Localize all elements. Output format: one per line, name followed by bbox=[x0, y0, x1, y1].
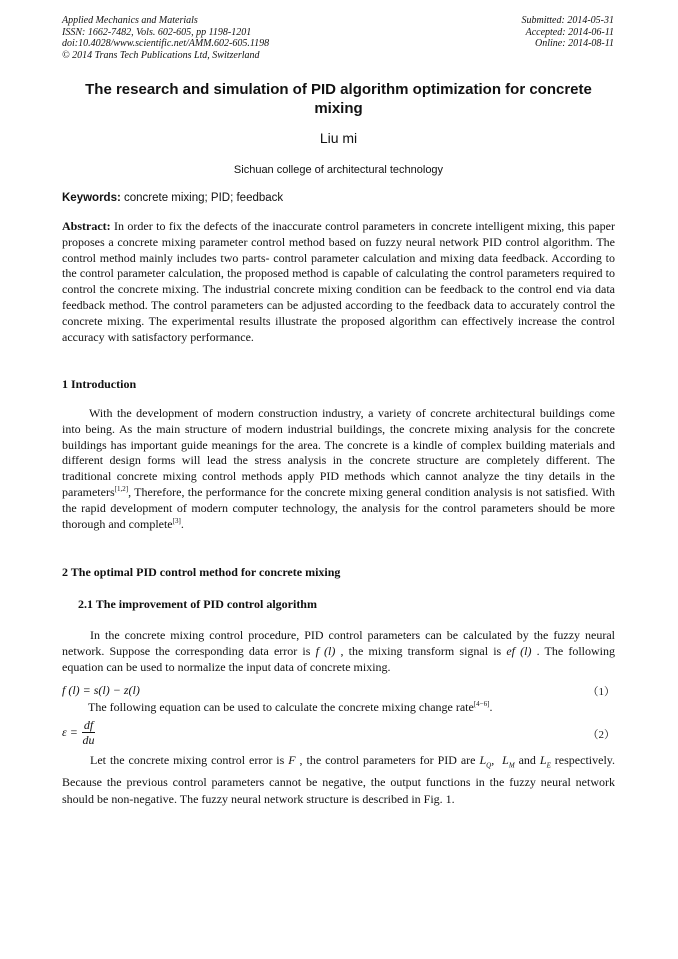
var-L-Q-base: L bbox=[479, 753, 487, 767]
p3-text-c: respectively. Because the previous control parameters cannot be negative, the output functions in the fuzzy neural network should be non-negative. The fuzzy neural network structure is described in Fig. 1. bbox=[62, 753, 616, 807]
submitted-date: Submitted: 2014-05-31 bbox=[521, 15, 614, 26]
paragraph-pid-intro bbox=[62, 628, 615, 675]
citation-1-2: [1,2] bbox=[114, 484, 129, 493]
equation-2 bbox=[62, 718, 615, 750]
paper-title: The research and simulation of PID algorithm optimization for concrete mixing bbox=[85, 81, 592, 117]
p1-text-a: In the concrete mixing control procedure, PID control parameters can be calculated by the fuzzy neural network. Suppose the corresponding data error is bbox=[62, 628, 615, 658]
citation-4-6: [4−6] bbox=[473, 700, 490, 708]
section-heading-introduction: 1 Introduction bbox=[62, 377, 137, 391]
keywords-text: concrete mixing; PID; feedback bbox=[120, 192, 284, 204]
section-heading-2: 2 The optimal PID control method for concrete mixing bbox=[62, 565, 341, 579]
equation-2-number: （2） bbox=[587, 729, 615, 741]
equation-1-body: f (l) = s(l) − z(l) bbox=[62, 683, 140, 697]
p3-text-b: , the control parameters for PID are bbox=[295, 753, 480, 767]
p2-text-a: The following equation can be used to calculate the concrete mixing change rate bbox=[88, 700, 474, 714]
abstract-label: Abstract: bbox=[62, 219, 111, 233]
var-f-l: f (l) bbox=[315, 643, 336, 658]
var-L-Q-sub: Q bbox=[486, 761, 492, 770]
var-L-M-base: L bbox=[502, 753, 509, 767]
journal-issn: ISSN: 1662-7482, Vols. 602-605, pp 1198-1201 bbox=[62, 26, 252, 38]
keywords-line bbox=[62, 192, 615, 204]
var-L-M-sub: M bbox=[508, 761, 515, 770]
journal-copyright: © 2014 Trans Tech Publications Ltd, Switzerland bbox=[62, 49, 260, 61]
paragraph-change-rate bbox=[88, 700, 615, 716]
var-L-Q bbox=[479, 753, 492, 770]
submission-dates bbox=[522, 15, 615, 50]
var-F: F bbox=[288, 753, 296, 767]
p1-text-c: . The following equation can be used to normalize the input data of concrete mixing. bbox=[62, 643, 615, 674]
keywords-label: Keywords: bbox=[62, 192, 121, 204]
equation-1-number: （1） bbox=[587, 686, 615, 698]
equation-1 bbox=[62, 683, 615, 698]
equation-2-denominator: du bbox=[82, 733, 95, 747]
var-L-E-sub: E bbox=[546, 761, 551, 770]
author-affiliation: Sichuan college of architectural technology bbox=[233, 164, 444, 176]
citation-3: [3] bbox=[172, 516, 181, 525]
intro-text-b: , Therefore, the performance for the concrete mixing general condition analysis is not satisfied. With the rapid development of modern computer technology, the analysis for the control parameters should be more thorough and complete bbox=[62, 484, 615, 531]
var-ef-l: ef (l) bbox=[506, 643, 532, 658]
intro-text-c: . bbox=[180, 516, 184, 531]
abstract-paragraph bbox=[62, 219, 615, 345]
online-date: Online: 2014-08-11 bbox=[535, 38, 614, 49]
accepted-date: Accepted: 2014-06-11 bbox=[525, 26, 614, 38]
p3-and: and bbox=[514, 753, 540, 767]
section-heading-2-1: 2.1 The improvement of PID control algorithm bbox=[78, 597, 317, 611]
abstract-text: In order to fix the defects of the inaccurate control parameters in concrete intelligent mixing, this paper proposes a concrete mixing parameter control method based on fuzzy neural network PID control algorithm. The control method mainly includes two parts- control parameter calculation and mixing data feedback. According to the control parameter calculation, the proposed method is capable of calculating the control parameters required to control the concrete mixing. The industrial concrete mixing condition can be feedback to the control end via data feedback method. The control parameters can be adjusted according to the feedback data to accurately control the concrete mixing. The experimental results illustrate the proposed algorithm can effectively increase the control accuracy with satisfactory performance. bbox=[62, 219, 615, 344]
journal-doi[interactable]: doi:10.4028/www.scientific.net/AMM.602-605.1198 bbox=[62, 38, 270, 49]
var-L-M bbox=[502, 753, 515, 770]
journal-info bbox=[62, 15, 269, 61]
var-L-E-base: L bbox=[539, 753, 547, 767]
p2-text-b: . bbox=[489, 700, 493, 714]
paragraph-control-params: Let the concrete mixing control error is F , the control parameters for PID are $L_Q$, $L_M$ and $L_E$ respectively. Because the previous control parameters cannot be negative, the output functions in the fuzzy neural network should be non-negative. The fuzzy neural network structure is described in Fig. 1. bbox=[62, 753, 616, 807]
equation-2-fraction bbox=[82, 718, 95, 747]
p1-text-b: , the mixing transform signal is bbox=[335, 643, 507, 658]
intro-text-a: With the development of modern construction industry, a variety of concrete architectural buildings come into being. As the main structure of modern industrial buildings, the concrete mixing analysis for the concrete buildings has important guide meanings for the area. The concrete is a kindle of complex building materials and different design forms will lead the stress analysis in the concrete structure are completely different. The traditional concrete mixing control methods apply PID methods which cannot analyze the tiny details in the parameters bbox=[62, 406, 615, 499]
var-L-E bbox=[539, 753, 551, 770]
p3-text-a: Let the concrete mixing control error is bbox=[90, 753, 289, 767]
equation-2-numerator: df bbox=[83, 718, 94, 732]
equation-2-lhs: ε = bbox=[62, 725, 78, 739]
introduction-paragraph bbox=[62, 406, 615, 532]
author-name: Liu mi bbox=[319, 130, 358, 146]
journal-name: Applied Mechanics and Materials bbox=[62, 15, 198, 26]
